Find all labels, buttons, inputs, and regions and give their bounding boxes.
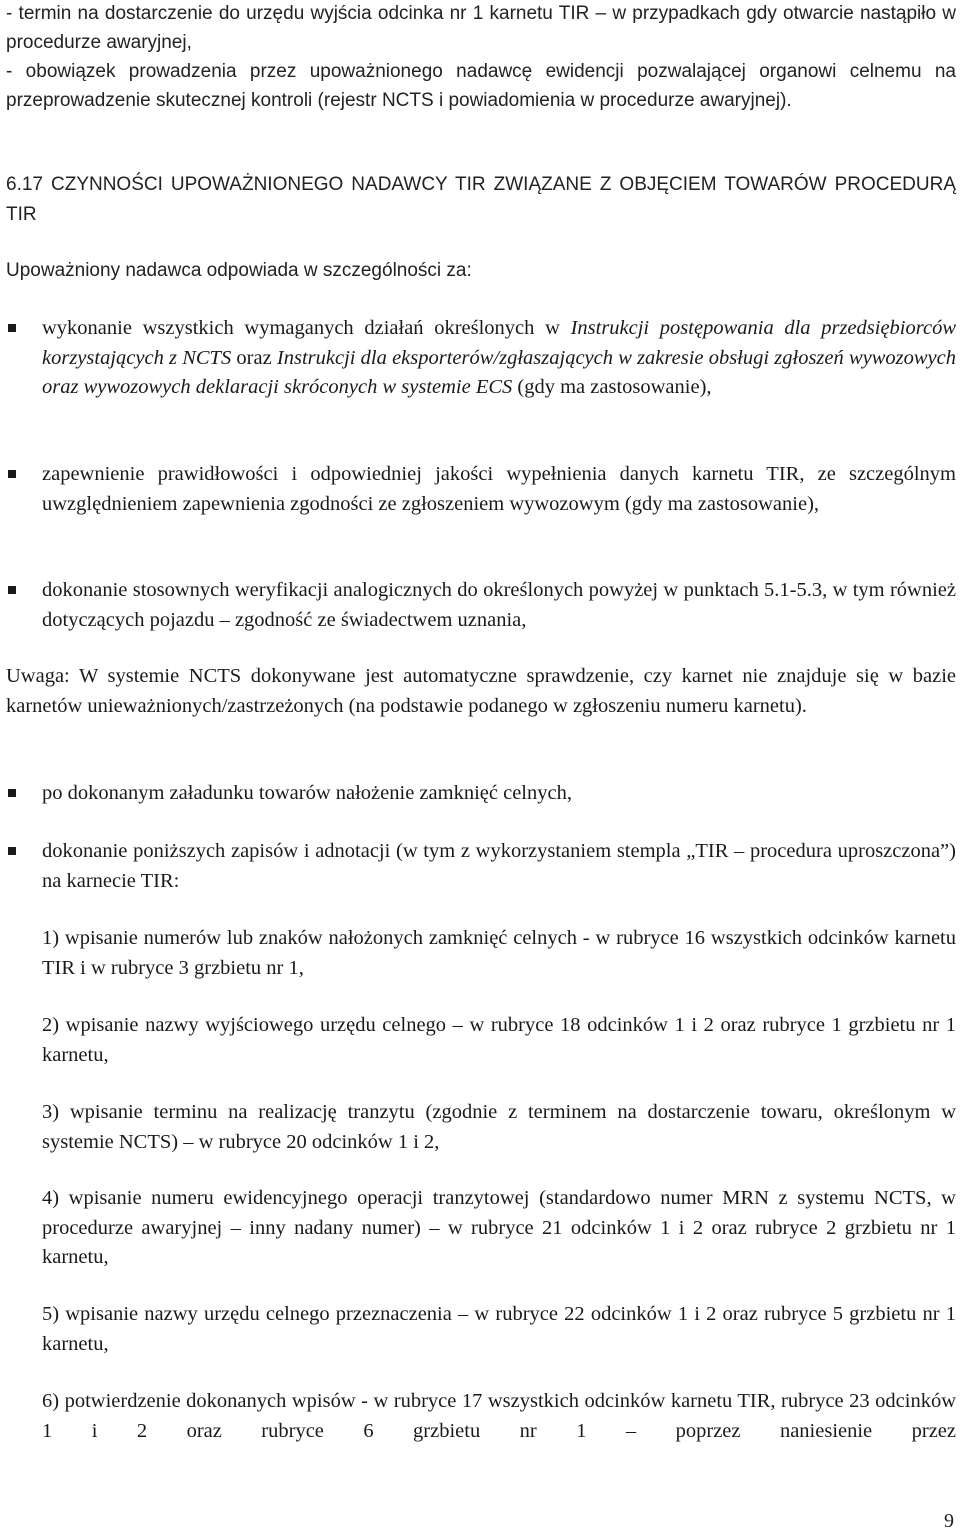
intro-paragraph-1: - termin na dostarczenie do urzędu wyjścia odcinka nr 1 karnetu TIR – w przypadkach gdy otwarcie nastąpiło w procedurze awaryjnej, <box>6 3 956 53</box>
bullet-square-icon <box>8 586 16 594</box>
numbered-item <box>42 1098 956 1157</box>
numbered-item-text: 3) wpisanie terminu na realizację tranzytu (zgodnie z terminem na dostarczenie towaru, określonym w systemie NCTS) – w rubryce 20 odcinków 1 i 2, <box>42 1101 956 1153</box>
bullet-square-icon <box>8 470 16 478</box>
numbered-item <box>42 1387 956 1446</box>
numbered-item <box>42 924 956 983</box>
bullet-text-part: wykonanie wszystkich wymaganych działań określonych w <box>42 317 571 339</box>
section-lead-text: Upoważniony nadawca odpowiada w szczególności za: <box>6 260 472 281</box>
bullet-square-icon <box>8 324 16 332</box>
numbered-item-text: 2) wpisanie nazwy wyjściowego urzędu celnego – w rubryce 18 odcinków 1 i 2 oraz rubryce 1 grzbietu nr 1 karnetu, <box>42 1014 956 1066</box>
bullet-italic-reference: Instrukcji postępowania dla przedsiębiorców korzystających z NCTS <box>42 317 956 369</box>
section-heading <box>6 170 956 230</box>
numbered-item-text: 5) wpisanie nazwy urzędu celnego przeznaczenia – w rubryce 22 odcinków 1 i 2 oraz rubryce 5 grzbietu nr 1 karnetu, <box>42 1303 956 1355</box>
bullet-text: dokonanie stosownych weryfikacji analogicznych do określonych powyżej w punktach 5.1-5.3, w tym również dotyczących pojazdu – zgodność ze świadectwem uznania, <box>42 579 956 631</box>
bullet-item <box>6 837 956 896</box>
section-lead <box>6 256 956 286</box>
bullet-item <box>6 460 956 519</box>
bullet-item <box>6 779 956 809</box>
bullet-square-icon <box>8 847 16 855</box>
intro-paragraph-2: - obowiązek prowadzenia przez upoważnionego nadawcę ewidencji pozwalającej organowi celnemu na przeprowadzenie skutecznej kontroli (rejestr NCTS i powiadomienia w procedurze awaryjnej). <box>6 61 956 111</box>
bullet-item <box>6 314 956 403</box>
bullet-text: po dokonanym załadunku towarów nałożenie zamknięć celnych, <box>42 782 572 804</box>
bullet-text <box>42 314 956 403</box>
numbered-item-text: 4) wpisanie numeru ewidencyjnego operacji tranzytowej (standardowo numer MRN z systemu NCTS, w procedurze awaryjnej – inny nadany numer) – w rubryce 21 odcinków 1 i 2 oraz rubryce 2 grzbietu nr 1 karnetu, <box>42 1187 956 1268</box>
note-paragraph <box>6 662 956 721</box>
bullet-text-part: (gdy ma zastosowanie), <box>512 376 712 398</box>
intro-block <box>6 0 956 115</box>
page-number: 9 <box>944 1510 954 1532</box>
bullet-text-part: oraz <box>231 346 277 369</box>
bullet-square-icon <box>8 789 16 797</box>
section-heading-text: 6.17 CZYNNOŚCI UPOWAŻNIONEGO NADAWCY TIR ZWIĄZANE Z OBJĘCIEM TOWARÓW PROCEDURĄ TIR <box>6 174 956 225</box>
numbered-item <box>42 1300 956 1359</box>
bullet-italic-reference: Instrukcji dla eksporterów/zgłaszających w zakresie obsługi zgłoszeń wywozowych oraz wywozowych deklaracji skróconych w systemie ECS <box>42 346 956 398</box>
numbered-item-text: 1) wpisanie numerów lub znaków nałożonych zamknięć celnych - w rubryce 16 wszystkich odcinków karnetu TIR i w rubryce 3 grzbietu nr 1, <box>42 927 956 979</box>
note-text: Uwaga: W systemie NCTS dokonywane jest automatyczne sprawdzenie, czy karnet nie znajduje się w bazie karnetów unieważnionych/zastrzeżonych (na podstawie podanego w zgłoszeniu numeru karnetu). <box>6 665 956 717</box>
bullet-item <box>6 576 956 635</box>
numbered-item <box>42 1011 956 1070</box>
numbered-item <box>42 1184 956 1273</box>
numbered-item-text: 6) potwierdzenie dokonanych wpisów - w rubryce 17 wszystkich odcinków karnetu TIR, rubryce 23 odcinków 1 i 2 oraz rubryce 6 grzbietu nr 1 – poprzez naniesienie przez <box>42 1390 956 1442</box>
bullet-text: zapewnienie prawidłowości i odpowiedniej jakości wypełnienia danych karnetu TIR, ze szczególnym uwzględnieniem zapewnienia zgodności ze zgłoszeniem wywozowym (gdy ma zastosowanie), <box>42 463 956 515</box>
bullet-text: dokonanie poniższych zapisów i adnotacji (w tym z wykorzystaniem stempla „TIR – procedura uproszczona”) na karnecie TIR: <box>42 840 956 892</box>
